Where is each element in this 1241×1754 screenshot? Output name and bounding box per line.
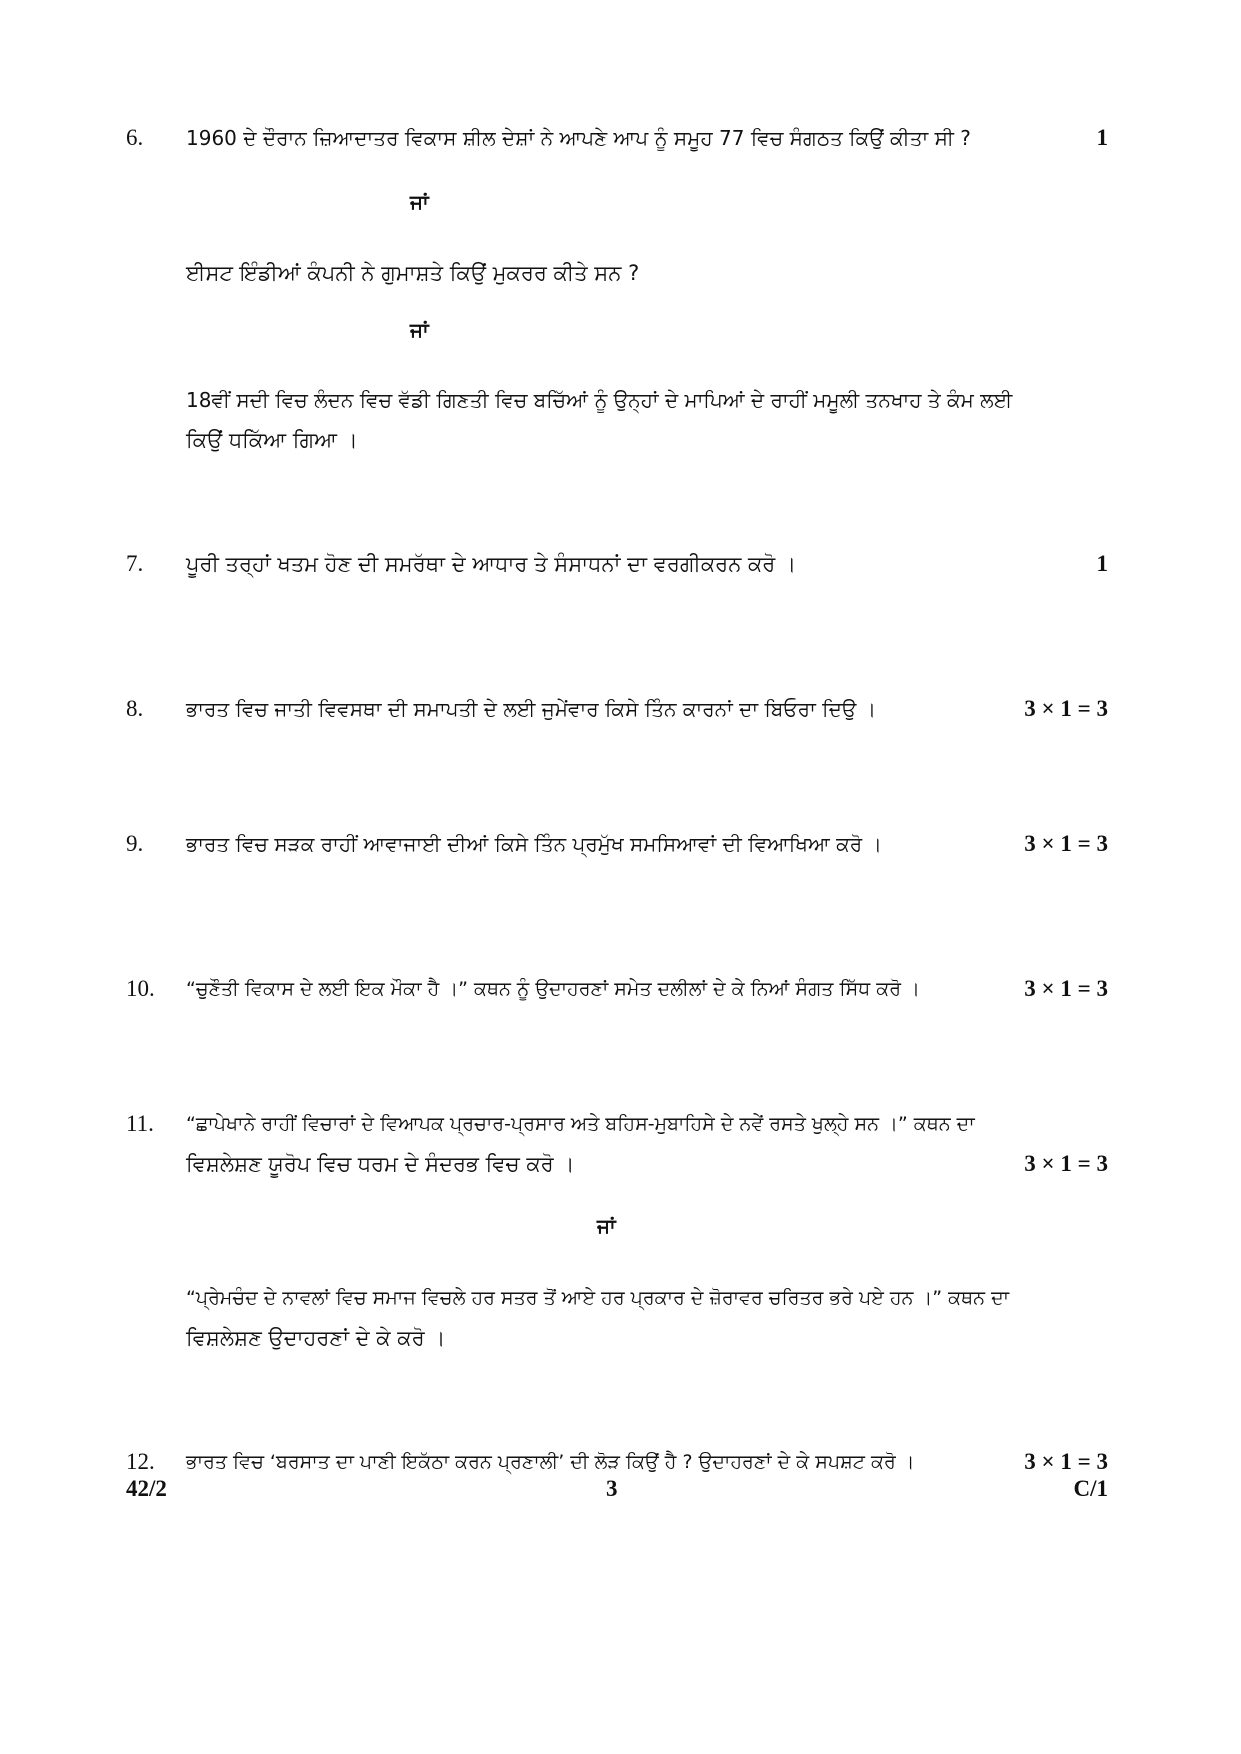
question-marks: 3 × 1 = 3 xyxy=(1024,1151,1108,1176)
alternative-question-line-2: ਵਿਸ਼ਲੇਸ਼ਣ ਉਦਾਹਰਣਾਂ ਦੇ ਕੇ ਕਰੋ । xyxy=(186,1326,446,1350)
question-number: 7. xyxy=(126,551,144,576)
question-text: ਭਾਰਤ ਵਿਚ ਜਾਤੀ ਵਿਵਸਥਾ ਦੀ ਸਮਾਪਤੀ ਦੇ ਲਈ ਜੁਮੇਂਵਾਰ ਕਿਸੇ ਤਿੰਨ ਕਾਰਨਾਂ ਦਾ ਬਿਓਰਾ ਦਿਉ । xyxy=(186,697,877,721)
alternative-question: ਈਸਟ ਇੰਡੀਆਂ ਕੰਪਨੀ ਨੇ ਗੁਮਾਸ਼ਤੇ ਕਿਉਂ ਮੁਕਰਰ ਕੀਤੇ ਸਨ ? xyxy=(186,261,640,285)
question-number: 11. xyxy=(126,1111,154,1136)
question-number: 9. xyxy=(126,831,144,856)
question-text: ਭਾਰਤ ਵਿਚ ‘ਬਰਸਾਤ ਦਾ ਪਾਣੀ ਇਕੱਠਾ ਕਰਨ ਪ੍ਰਣਾਲੀ’ ਦੀ ਲੋੜ ਕਿਉਂ ਹੈ ? ਉਦਾਹਰਣਾਂ ਦੇ ਕੇ ਸਪਸ਼ਟ ਕਰੋ । xyxy=(186,1451,915,1473)
question-text: “ਚੁਣੌਤੀ ਵਿਕਾਸ ਦੇ ਲਈ ਇਕ ਮੌਕਾ ਹੈ ।” ਕਥਨ ਨੂੰ ਉਦਾਹਰਣਾਂ ਸਮੇਤ ਦਲੀਲਾਂ ਦੇ ਕੇ ਨਿਆਂ ਸੰਗਤ ਸਿੱਧ ਕਰੋ । xyxy=(186,978,920,1000)
paper-code: 42/2 xyxy=(126,1476,167,1501)
question-text: 1960 ਦੇ ਦੌਰਾਨ ਜ਼ਿਆਦਾਤਰ ਵਿਕਾਸ ਸ਼ੀਲ ਦੇਸ਼ਾਂ ਨੇ ਆਪਣੇ ਆਪ ਨੂੰ ਸਮੂਹ 77 ਵਿਚ ਸੰਗਠਤ ਕਿਉਂ ਕੀਤਾ ਸੀ ? xyxy=(186,126,971,150)
question-number: 6. xyxy=(126,125,144,150)
question-text-line-2: ਵਿਸ਼ਲੇਸ਼ਣ ਯੂਰੋਪ ਵਿਚ ਧਰਮ ਦੇ ਸੰਦਰਭ ਵਿਚ ਕਰੋ । xyxy=(186,1152,575,1176)
alternative-question-line-1: 18ਵੀਂ ਸਦੀ ਵਿਚ ਲੰਦਨ ਵਿਚ ਵੱਡੀ ਗਿਣਤੀ ਵਿਚ ਬਚਿੱਆਂ ਨੂੰ ਉਨ੍ਹਾਂ ਦੇ ਮਾਪਿਆਂ ਦੇ ਰਾਹੀਂ ਮਮੂਲੀ ਤਨਖਾਹ ਤੇ ਕੰਮ ਲਈ xyxy=(186,388,1013,412)
question-marks: 1 xyxy=(1096,551,1108,576)
question-marks: 3 × 1 = 3 xyxy=(1024,976,1108,1001)
page-number: 3 xyxy=(606,1476,618,1501)
question-text-line-1: “ਛਾਪੇਖਾਨੇ ਰਾਹੀਂ ਵਿਚਾਰਾਂ ਦੇ ਵਿਆਪਕ ਪ੍ਰਚਾਰ-ਪ੍ਰਸਾਰ ਅਤੇ ਬਹਿਸ-ਮੁਬਾਹਿਸੇ ਦੇ ਨਵੇਂ ਰਸਤੇ ਖੁਲ੍ਹੇ ਸਨ ।” ਕਥਨ ਦਾ xyxy=(186,1113,975,1135)
or-separator: ਜਾਂ xyxy=(410,190,429,214)
question-marks: 3 × 1 = 3 xyxy=(1024,696,1108,721)
question-text: ਭਾਰਤ ਵਿਚ ਸੜਕ ਰਾਹੀਂ ਆਵਾਜਾਈ ਦੀਆਂ ਕਿਸੇ ਤਿੰਨ ਪ੍ਰਮੁੱਖ ਸਮਸਿਆਵਾਂ ਦੀ ਵਿਆਖਿਆ ਕਰੋ । xyxy=(186,832,882,856)
question-marks: 3 × 1 = 3 xyxy=(1024,1449,1108,1474)
question-marks: 3 × 1 = 3 xyxy=(1024,831,1108,856)
or-separator: ਜਾਂ xyxy=(410,318,429,342)
question-number: 12. xyxy=(126,1449,155,1474)
alternative-question-line-1: “ਪ੍ਰੇਮਚੰਦ ਦੇ ਨਾਵਲਾਂ ਵਿਚ ਸਮਾਜ ਵਿਚਲੇ ਹਰ ਸਤਰ ਤੋਂ ਆਏ ਹਰ ਪ੍ਰਕਾਰ ਦੇ ਜ਼ੋਰਾਵਰ ਚਰਿਤਰ ਭਰੇ ਪਏ ਹਨ ।” ਕਥਨ ਦਾ xyxy=(186,1287,1010,1309)
set-code: C/1 xyxy=(1073,1476,1108,1501)
alternative-question-line-2: ਕਿਉਂ ਧਕਿੱਆ ਗਿਆ । xyxy=(186,428,358,452)
question-text: ਪੂਰੀ ਤਰ੍ਹਾਂ ਖਤਮ ਹੋਣ ਦੀ ਸਮਰੱਥਾ ਦੇ ਆਧਾਰ ਤੇ ਸੰਸਾਧਨਾਂ ਦਾ ਵਰਗੀਕਰਨ ਕਰੋ । xyxy=(186,552,797,576)
or-separator: ਜਾਂ xyxy=(597,1214,616,1238)
question-number: 8. xyxy=(126,696,144,721)
question-number: 10. xyxy=(126,976,155,1001)
question-marks: 1 xyxy=(1096,125,1108,150)
